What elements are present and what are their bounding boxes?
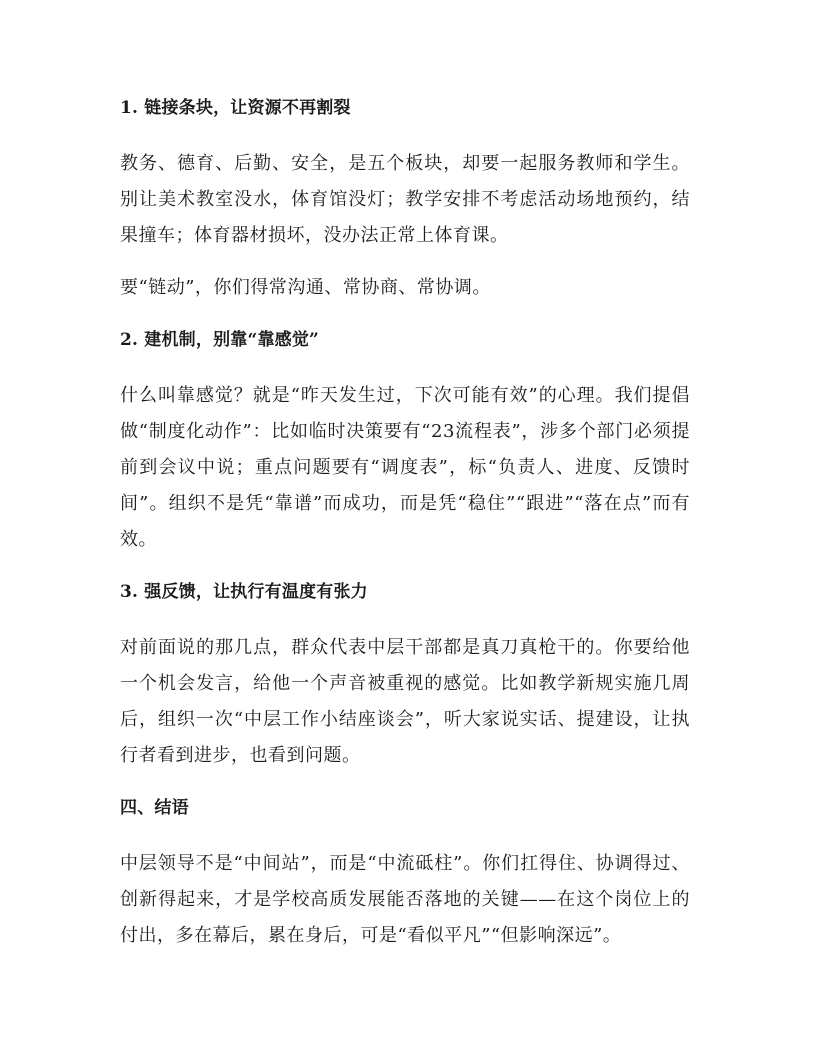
section-heading-3: 3. 强反馈，让执行有温度有张力 [120,582,368,602]
document-body [120,92,690,972]
section-2-paragraph-1: 什么叫靠感觉？就是“昨天发生过，下次可能有效”的心理。我们提倡做“制度化动作”：比如临时决策要有“23流程表”，涉多个部门必须提前到会议中说；重点问题要有“调度表”，标“负责人、进度、反馈时间”。组织不是凭“靠谱”而成功，而是凭“稳住”“跟进”“落在点”而有效。 [120,385,690,550]
section-heading-1: 1. 链接条块，让资源不再割裂 [120,98,351,118]
section-heading-2: 2. 建机制，别靠“靠感觉” [120,330,320,350]
section-4-paragraph-1: 中层领导不是“中间站”，而是“中流砥柱”。你们扛得住、协调得过、创新得起来，才是学校高质发展能否落地的关键——在这个岗位上的付出，多在幕后，累在身后，可是“看似平凡”“但影响深远”。 [120,853,690,946]
section-1-paragraph-1: 教务、德育、后勤、安全，是五个板块，却要一起服务教师和学生。别让美术教室没水，体育馆没灯；教学安排不考虑活动场地预约，结果撞车；体育器材损坏，没办法正常上体育课。 [120,153,690,246]
section-heading-4: 四、结语 [120,798,189,818]
section-3-paragraph-1: 对前面说的那几点，群众代表中层干部都是真刀真枪干的。你要给他一个机会发言，给他一个声音被重视的感觉。比如教学新规实施几周后，组织一次“中层工作小结座谈会”，听大家说实话、提建设，让执行者看到进步，也看到问题。 [120,637,690,766]
section-1-paragraph-2: 要“链动”，你们得常沟通、常协商、常协调。 [120,277,491,298]
